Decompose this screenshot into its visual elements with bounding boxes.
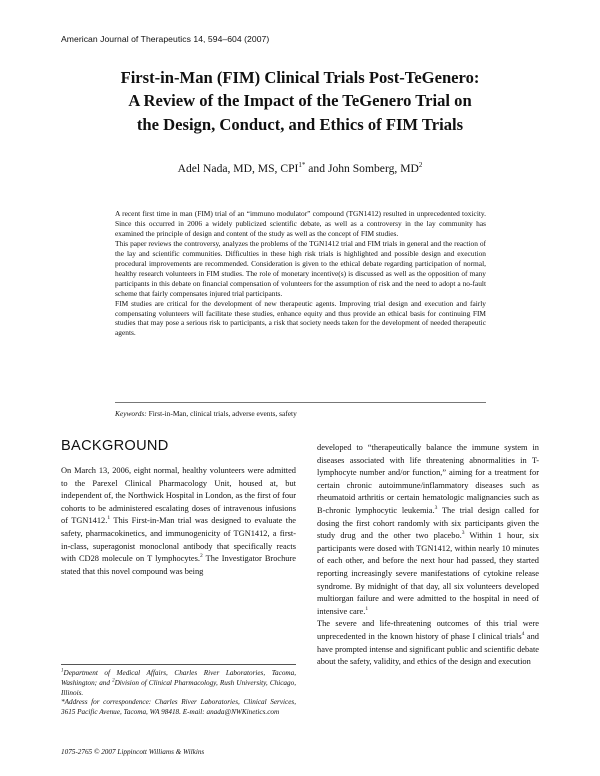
article-title — [40, 66, 560, 136]
body-text: The Investigator Brochure stated that this novel compound was being — [61, 554, 296, 576]
body-paragraph — [61, 465, 296, 578]
body-column-right — [317, 442, 539, 669]
footnote-text: Division of Clinical Pharmacology, Rush University, Chicago, Illinois. — [61, 678, 296, 697]
citation-ref: 3 — [461, 530, 465, 537]
abstract — [115, 209, 486, 338]
second-author: John Somberg, MD — [327, 161, 419, 175]
correspondence-footnote: *Address for correspondence: Charles River Laboratories, Clinical Services, 3615 Pacific Avenue, Tacoma, WA 98418. E-mail: anada@NWKinetics.com — [61, 698, 296, 717]
body-text: developed to “therapeutically balance the immune system in diseases associated with life threatening abnormalities in T-lymphocyte number and/or function,” aiming for a treatment for certain chronic autoimmune/inflammatory diseases such as rheumatoid arthritis or certain hematologic malignancies such as B-chronic lymphocytic leukemia. — [317, 443, 539, 515]
body-text: The trial design called for dosing the first cohort randomly with six participants given the study drug and the other two placebo. — [317, 505, 539, 541]
author-line — [40, 161, 560, 175]
body-text: and have prompted intense and significant public and scientific debate about the safety, validity, and ethics of the design and execution — [317, 631, 539, 667]
citation-ref: 3 — [434, 505, 438, 512]
citation-ref: 1 — [365, 605, 369, 612]
body-paragraph — [317, 618, 539, 668]
body-text: This First-in-Man trial was designed to evaluate the safety, pharmacokinetics, and immunogenicity of TGN1412, a first-in-class, superagonist monoclonal antibody that specifically reacts with CD28 molecule on T lymphocytes. — [61, 516, 297, 564]
footnote-marker: 2 — [112, 678, 115, 684]
first-author: Adel Nada, MD, MS, CPI — [177, 161, 299, 175]
first-author-affiliation: 1* — [298, 161, 306, 169]
footnote-text: Department of Medical Affairs, Charles River Laboratories, Tacoma, Washington; and — [61, 669, 296, 687]
body-text: Within 1 hour, six participants were dosed with TGN1412, within nearly 10 minutes of each other, and before the next hour had passed, they started reporting increasingly severe manifestations of cytokine release syndrome. By midnight of that day, all six volunteers developed multiorgan failure and were admitted to the hospital in need of intensive care. — [317, 531, 539, 616]
author-connector: and — [305, 161, 328, 175]
body-text: The severe and life-threatening outcomes of this trial were unprecedented in the known history of phase I clinical trials — [317, 619, 539, 641]
title-line-1: First-in-Man (FIM) Clinical Trials Post-TeGenero: — [120, 68, 480, 87]
citation-ref: 4 — [521, 631, 525, 638]
abstract-paragraph: A recent first time in man (FIM) trial of an “immuno modulator” compound (TGN1412) resulted in unprecedented toxicity. Since this occurred in 2006 a widely publicized scientific debate, as well as a controversy in the lay community has examined the principle of design and content of the study as well as the concept of FIM studies. — [115, 209, 486, 238]
title-line-2: A Review of the Impact of the TeGenero Trial on — [128, 91, 472, 111]
copyright-line: 1075-2765 © 2007 Lippincott Williams & Wilkins — [61, 748, 205, 756]
abstract-paragraph: FIM studies are critical for the development of new therapeutic agents. Improving trial design and execution and fairly compensating volunteers will facilitate these studies, enhance equity and thus provide an ethical basis for continuing FIM studies that may pose a serious risk to participants, a risk that society needs taken for the development of needed therapeutic agents. — [115, 298, 486, 338]
keywords-text: First-in-Man, clinical trials, adverse events, safety — [146, 409, 297, 418]
footnote-marker: 1 — [61, 668, 64, 674]
abstract-paragraph: This paper reviews the controversy, analyzes the problems of the TGN1412 trial and FIM trials in general and the reaction of the lay and scientific communities. Difficulties in these high risk trials is highlighted and possible design and execution procedural improvements are recommended. Consideration is given to the ethical debate regarding participation of normal, healthy research volunteers in FIM studies. The role of monetary incentive(s) is discussed as well as the opposition of many participants in this debate on financial compensation of volunteers for the assumption of risk and the need to adopt a no-fault scheme that fairly compensates injured trial participants. — [115, 238, 486, 298]
body-column-left — [61, 465, 296, 578]
citation-ref: 1 — [107, 515, 111, 522]
footnotes — [61, 669, 296, 718]
keywords-label: Keywords: — [115, 409, 147, 418]
footnote-divider — [61, 664, 296, 665]
affiliation-footnote — [61, 669, 296, 698]
citation-ref: 2 — [200, 553, 203, 560]
second-author-affiliation: 2 — [418, 161, 423, 169]
section-heading: BACKGROUND — [61, 438, 169, 454]
title-line-3: the Design, Conduct, and Ethics of FIM Trials — [136, 114, 464, 134]
journal-citation: American Journal of Therapeutics 14, 594–604 (2007) — [61, 34, 270, 44]
body-text: On March 13, 2006, eight normal, healthy volunteers were admitted to the Parexel Clinical Pharmacology Unit, housed at, but independent of, the Northwick Hospital in London, as the first of four cohorts to be administered escalating doses of intravenous infusions of TGN1412. — [61, 466, 296, 526]
abstract-divider — [115, 402, 486, 403]
body-paragraph — [317, 442, 539, 618]
keywords — [115, 409, 297, 418]
